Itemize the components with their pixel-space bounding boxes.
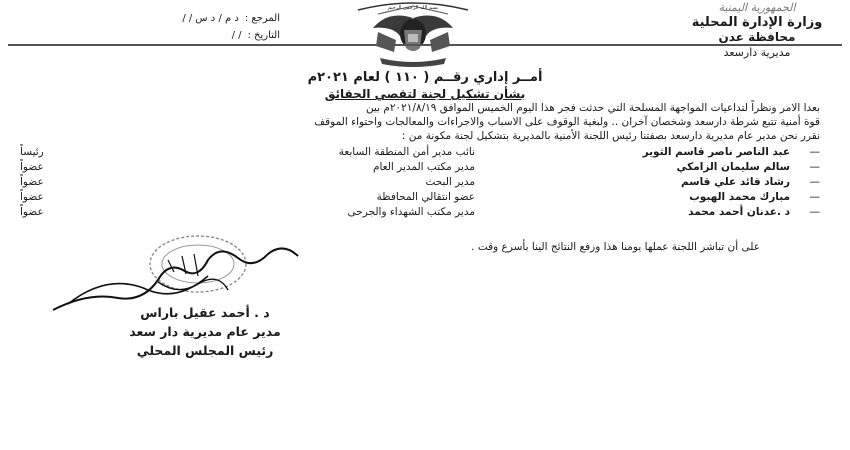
order-body: [30, 101, 820, 143]
country-name: الجمهورية اليمنية: [718, 1, 796, 14]
body-line-3: نقرر نحن مدير عام مديرية دارسعد بصفتنا رئيس اللجنة الأمنية بالمديرية بتشكيل لجنة مكونة من :: [401, 130, 820, 142]
emblem-caption: بسم الله الرحمن الرحيم: [387, 5, 439, 11]
member-bullet: —: [809, 146, 820, 158]
list-item: [20, 176, 820, 191]
signatory-name: د . أحمد عقيل باراس: [140, 305, 270, 320]
reference-block: [70, 10, 280, 44]
order-number: أمــر إداري رقــم ( ١١٠ ) لعام ٢٠٢١م: [307, 70, 543, 85]
member-role: عضواً: [20, 176, 44, 188]
member-position: عضو انتقالي المحافظة: [376, 191, 475, 203]
member-name: عبد الناصر ناصر قاسم الثوير: [642, 146, 790, 158]
member-role: عضواً: [20, 191, 44, 203]
ministry-name: وزارة الإدارة المحلية: [691, 15, 823, 30]
body-line-1: بعدا الامر ونظراً لتداعيات المواجهة المسلحة التي حدثت فجر هذا اليوم الخميس الموافق ٢٠٢١/٨/١٩م بين: [365, 102, 820, 114]
governorate-name: محافظة عدن: [718, 30, 796, 44]
signatory-title-2: رئيس المجلس المحلي: [136, 343, 274, 358]
reference-label: المرجع :: [244, 13, 280, 24]
district-name: مديرية دارسعد: [723, 46, 791, 59]
member-name: رشاد قائد علي قاسم: [681, 176, 790, 188]
reference-value: د م / د س / /: [182, 13, 239, 24]
member-bullet: —: [809, 176, 820, 188]
member-role: عضواً: [20, 161, 44, 173]
signatory-title-1: مدير عام مديرية دار سعد: [129, 324, 281, 339]
list-item: [20, 146, 820, 161]
member-position: مدير مكتب الشهداء والجرحى: [347, 206, 475, 218]
republic-emblem-icon: [338, 0, 488, 70]
signature-block: [85, 303, 325, 360]
committee-members-list: [20, 146, 820, 221]
date-label: التاريخ :: [247, 30, 280, 41]
member-name: د .عدنان أحمد محمد: [688, 206, 790, 218]
header-divider: [8, 44, 842, 46]
order-title: [0, 70, 850, 103]
letterhead-right: [682, 0, 832, 60]
member-bullet: —: [809, 161, 820, 173]
member-name: سالم سليمان الزامكي: [676, 161, 790, 173]
member-role: رئيساً: [20, 146, 44, 158]
order-subject: بشأن تشكيل لجنة لتقصي الحقائق: [324, 87, 526, 101]
member-bullet: —: [809, 206, 820, 218]
list-item: [20, 161, 820, 176]
member-position: نائب مدير أمن المنطقة السابعة: [338, 146, 475, 158]
body-line-2: قوة أمنية تتبع شرطة دارسعد وشخصان آخران .. ولبغية الوقوف على الاسباب والاجراءات والمعالجات واحتواء الموقف: [314, 116, 820, 128]
member-bullet: —: [809, 191, 820, 203]
date-value: / /: [231, 30, 242, 41]
member-name: مبارك محمد الهبوب: [689, 191, 790, 203]
list-item: [20, 206, 820, 221]
closing-instruction: على أن تباشر اللجنة عملها يومنا هذا ورفع النتائج الينا بأسرع وقت .: [471, 241, 760, 253]
member-position: مدير مكتب المدير العام: [372, 161, 475, 173]
member-role: عضواً: [20, 206, 44, 218]
list-item: [20, 191, 820, 206]
member-position: مدير البحث: [425, 176, 475, 188]
